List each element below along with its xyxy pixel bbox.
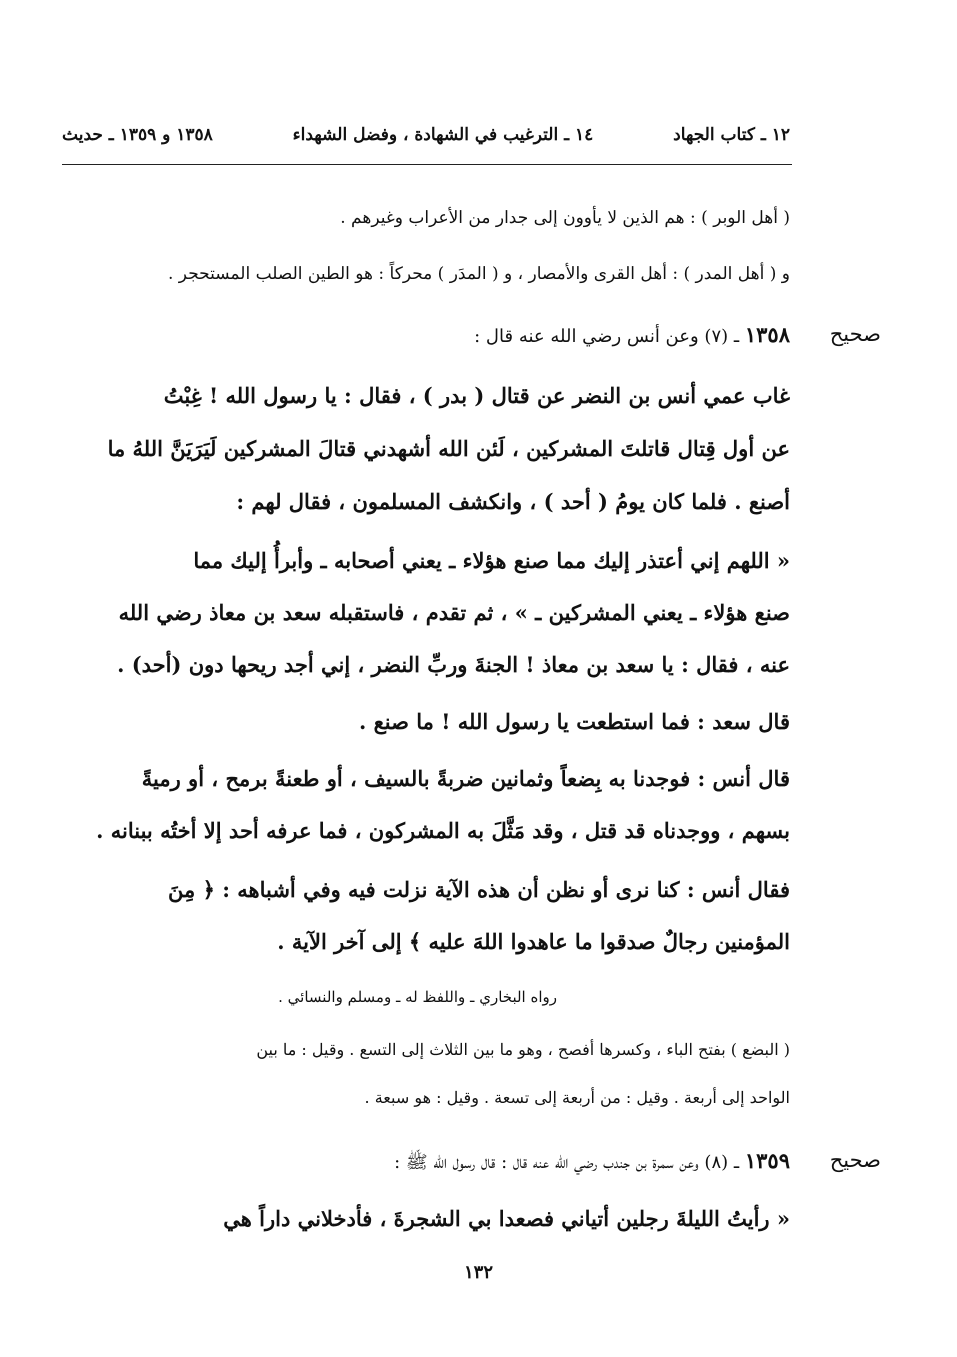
hadith-text-line: قال أنس : فوجدنا به بِضعاً وثمانين ضربةً بالسيف ، أو طعنةً برمح ، أو رميةً — [141, 766, 790, 791]
page-number: ١٣٢ — [463, 1262, 493, 1283]
hadith-text-line: « رأيتُ الليلةَ رجلين أتياني فصعدا بي الشجرةَ ، فأدخلاني داراً هي — [223, 1206, 790, 1231]
hadith-text-line: « اللهم إني أعتذر إليك مما صنع هؤلاء ـ يعني أصحابه ـ وأبرأُ إليك مما — [193, 548, 790, 573]
hadith-text-line: عن أول قِتال قاتلتَ المشركين ، لَئن الله أشهدني قتالَ المشركين لَيَرَيَنَّ اللهُ ما — [107, 436, 790, 461]
note-ahl-al-wabar: ( أهل الوبر ) : هم الذين لا يأوون إلى جدار من الأعراب وغيرهم . — [340, 208, 790, 228]
header-range: ١٣٥٨ و ١٣٥٩ ـ حديث — [62, 125, 213, 145]
hadith-text-line: بسهم ، ووجدناه قد قتل ، وقد مَثَّلَ به المشركون ، فما عرفه أحد إلا أختُه ببنانه . — [96, 818, 790, 843]
header-book: ١٢ ـ كتاب الجهاد — [673, 125, 790, 145]
grade-label: صحيح — [829, 1148, 881, 1172]
running-header — [62, 120, 790, 150]
gloss-line: ( البضع ) بفتح الباء ، وكسرها أفصح ، وهو ما بين الثلاث إلى التسع . وقيل : ما بين — [256, 1040, 790, 1059]
grade-label: صحيح — [829, 322, 881, 346]
hadith-text-line: المؤمنين رجالٌ صدقوا ما عاهدوا اللهَ عليه ﴾ إلى آخر الآية . — [277, 929, 790, 954]
hadith-text-line: فقال أنس : كنا نرى أو نظن أن هذه الآية نزلت فيه وفي أشباهه : ﴿ مِنَ — [168, 877, 790, 902]
hadith-text-line: أصنع . فلما كان يومُ ( أحد ) ، وانكشف المسلمون ، فقال لهم : — [236, 489, 790, 514]
hadith-number: ١٣٥٨ — [744, 322, 790, 347]
header-chapter: ١٤ ـ الترغيب في الشهادة ، وفضل الشهداء — [292, 125, 594, 145]
hadith-intro: ـ (٧) وعن أنس رضي الله عنه قال : — [474, 326, 740, 347]
hadith-text-line: غاب عمي أنس بن النضر عن قتال ( بدر ) ، فقال : يا رسول الله ! غِبْتُ — [163, 383, 790, 408]
hadith-text-line: عنه ، فقال : يا سعد بن معاذ ! الجنةَ وربِّ النضر ، إني أجد ريحها دون (أحد) . — [117, 652, 790, 677]
hadith-number: ١٣٥٩ — [744, 1148, 790, 1173]
hadith-intro: ـ (٨) وعن سمرة بن جندب رضي الله عنه قال : قال رسول الله ﷺ : — [394, 1152, 740, 1173]
header-rule — [62, 164, 792, 165]
hadith-heading — [60, 1148, 790, 1177]
note-ahl-al-madar: و ( أهل المدر ) : أهل القرى والأمصار ، و ( المدَر ) محركاً : هو الطين الصلب المستحجر . — [168, 264, 790, 284]
hadith-text-line: قال سعد : فما استطعت يا رسول الله ! ما صنع . — [359, 709, 790, 734]
hadith-source: رواه البخاري ـ واللفظ له ـ ومسلم والنسائي . — [278, 988, 557, 1006]
hadith-heading — [60, 322, 790, 347]
hadith-text-line: صنع هؤلاء ـ يعني المشركين ـ » ، ثم تقدم ، فاستقبله سعد بن معاذ رضي الله — [118, 600, 790, 625]
gloss-line: الواحد إلى أربعة . وقيل : من أربعة إلى تسعة . وقيل : هو سبعة . — [364, 1088, 790, 1107]
